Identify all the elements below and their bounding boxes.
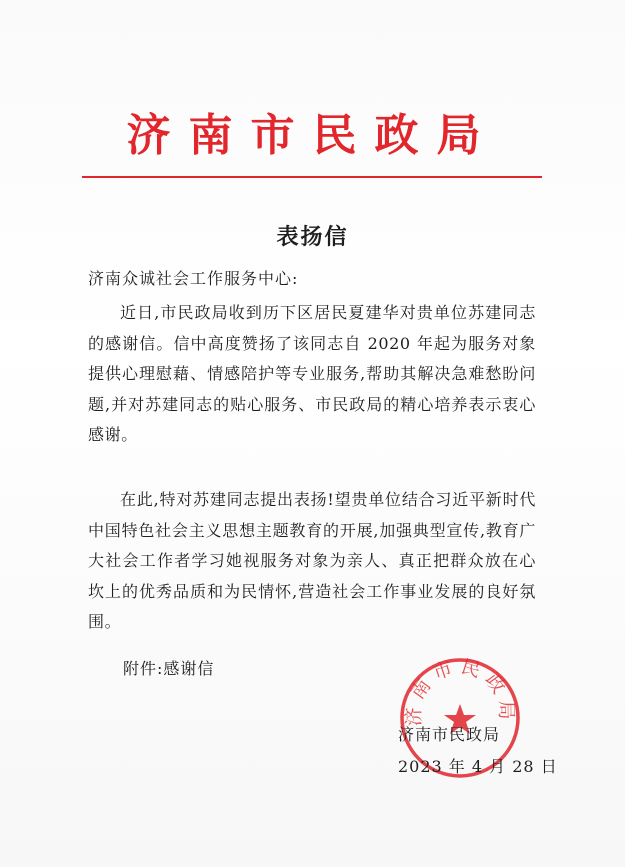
body-paragraph-1: 近日,市民政局收到历下区居民夏建华对贵单位苏建同志的感谢信。信中高度赞扬了该同志自 2020 年起为服务对象提供心理慰藉、情感陪护等专业服务,帮助其解决急难愁盼问题,并对苏建同志的贴心服务、市民政局的精心培养表示衷心感谢。 xyxy=(88,303,536,444)
body-paragraph-2: 在此,特对苏建同志提出表扬!望贵单位结合习近平新时代中国特色社会主义思想主题教育的开展,加强典型宣传,教育广大社会工作者学习她视服务对象为亲人、真正把群众放在心坎上的优秀品质和为民情怀,营造社会工作事业发展的良好氛围。 xyxy=(88,490,536,631)
salutation: 济南众诚社会工作服务中心: xyxy=(88,269,299,288)
letter-title: 表扬信 xyxy=(276,224,349,250)
signature-organization: 济南市民政局 xyxy=(398,725,501,744)
seal-text: 济南市民政局 xyxy=(402,656,518,727)
masthead: 济南市民政局 xyxy=(126,110,499,161)
masthead-divider xyxy=(82,176,542,178)
attachment-line: 附件:感谢信 xyxy=(123,659,215,678)
signature-date: 2023 年 4 月 28 日 xyxy=(398,757,558,776)
